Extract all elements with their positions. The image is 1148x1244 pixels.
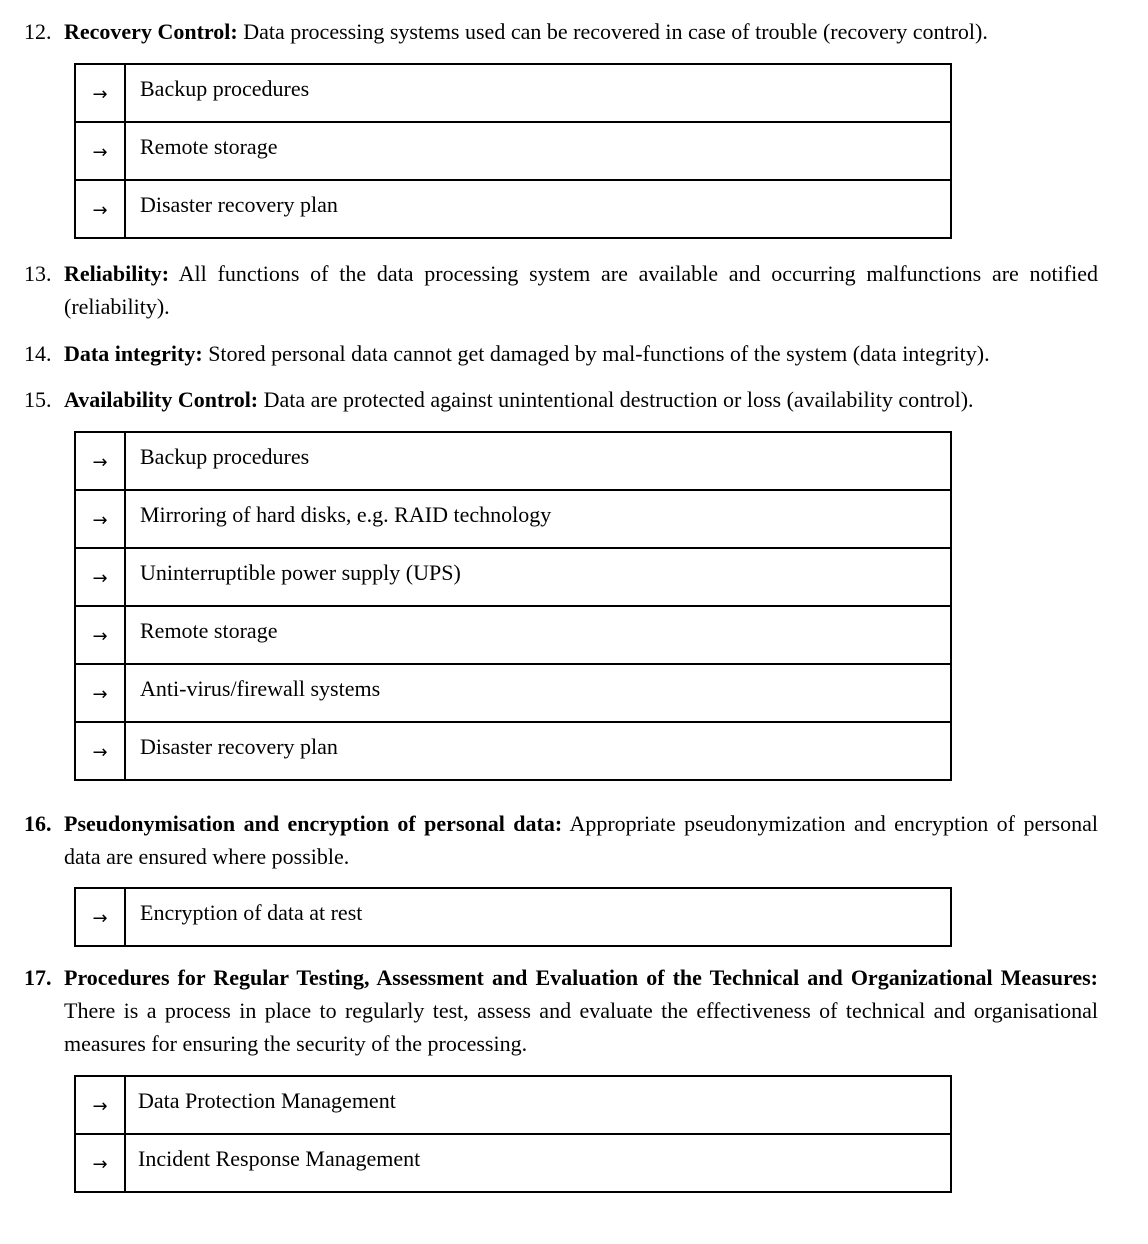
measure-label: Remote storage [125, 606, 951, 664]
measure-label: Backup procedures [125, 432, 951, 490]
section-heading: Reliability: [64, 261, 170, 286]
table-row [75, 888, 951, 946]
section-text [64, 383, 1098, 416]
table-row [75, 722, 951, 780]
measure-label: Remote storage [125, 122, 951, 180]
table-row [75, 180, 951, 238]
section-number: 14. [24, 341, 52, 366]
section-body: Appropriate pseudonymization and encryption of personal data are ensured where possible. [64, 811, 1098, 869]
arrow-icon: → [75, 122, 125, 180]
section-12 [24, 15, 1098, 48]
arrow-icon: → [75, 888, 125, 946]
section-text [64, 15, 1098, 48]
measure-label: Disaster recovery plan [125, 180, 951, 238]
section-body: There is a process in place to regularly test, assess and evaluate the effectiveness of technical and organisational measures for ensuring the security of the processing. [64, 998, 1098, 1056]
measure-label: Incident Response Management [125, 1134, 951, 1192]
measure-label: Encryption of data at rest [125, 888, 951, 946]
measure-label: Backup procedures [125, 64, 951, 122]
arrow-icon: → [75, 432, 125, 490]
measures-table [74, 63, 952, 239]
arrow-icon: → [75, 664, 125, 722]
section-number: 15. [24, 387, 52, 412]
table-row [75, 1134, 951, 1192]
section-14 [24, 337, 1098, 370]
measure-label: Anti-virus/firewall systems [125, 664, 951, 722]
table-row [75, 64, 951, 122]
section-number: 16. [24, 811, 52, 836]
measures-table [74, 887, 952, 947]
section-13 [24, 257, 1098, 323]
section-body: All functions of the data processing system are available and occurring malfunctions are notified (reliability). [64, 261, 1098, 319]
arrow-icon: → [75, 490, 125, 548]
table-row [75, 548, 951, 606]
table-row [75, 1076, 951, 1134]
arrow-icon: → [75, 606, 125, 664]
section-body: Data are protected against unintentional destruction or loss (availability control). [258, 387, 974, 412]
section-heading: Availability Control: [64, 387, 259, 412]
section-number: 17. [24, 965, 52, 990]
section-body: Data processing systems used can be recovered in case of trouble (recovery control). [237, 19, 988, 44]
arrow-icon: → [75, 64, 125, 122]
measures-table [74, 431, 952, 781]
section-heading: Recovery Control: [64, 19, 238, 44]
section-heading: Data integrity: [64, 341, 203, 366]
measure-label: Disaster recovery plan [125, 722, 951, 780]
table-row [75, 664, 951, 722]
section-text [64, 961, 1098, 1060]
section-17 [24, 961, 1098, 1060]
table-row [75, 122, 951, 180]
section-16 [24, 807, 1098, 873]
table-row [75, 606, 951, 664]
section-text [64, 257, 1098, 323]
section-15 [24, 383, 1098, 416]
section-number: 13. [24, 261, 52, 286]
table-row [75, 490, 951, 548]
arrow-icon: → [75, 722, 125, 780]
section-heading: Procedures for Regular Testing, Assessment and Evaluation of the Technical and Organizational Measures: [64, 965, 1098, 990]
measure-label: Data Protection Management [125, 1076, 951, 1134]
section-body: Stored personal data cannot get damaged by mal-functions of the system (data integrity). [202, 341, 990, 366]
measure-label: Uninterruptible power supply (UPS) [125, 548, 951, 606]
section-text [64, 807, 1098, 873]
measures-table [74, 1075, 952, 1193]
table-row [75, 432, 951, 490]
arrow-icon: → [75, 180, 125, 238]
section-heading: Pseudonymisation and encryption of personal data: [64, 811, 563, 836]
section-number: 12. [24, 19, 52, 44]
section-text [64, 337, 1098, 370]
arrow-icon: → [75, 1134, 125, 1192]
arrow-icon: → [75, 548, 125, 606]
arrow-icon: → [75, 1076, 125, 1134]
measure-label: Mirroring of hard disks, e.g. RAID technology [125, 490, 951, 548]
